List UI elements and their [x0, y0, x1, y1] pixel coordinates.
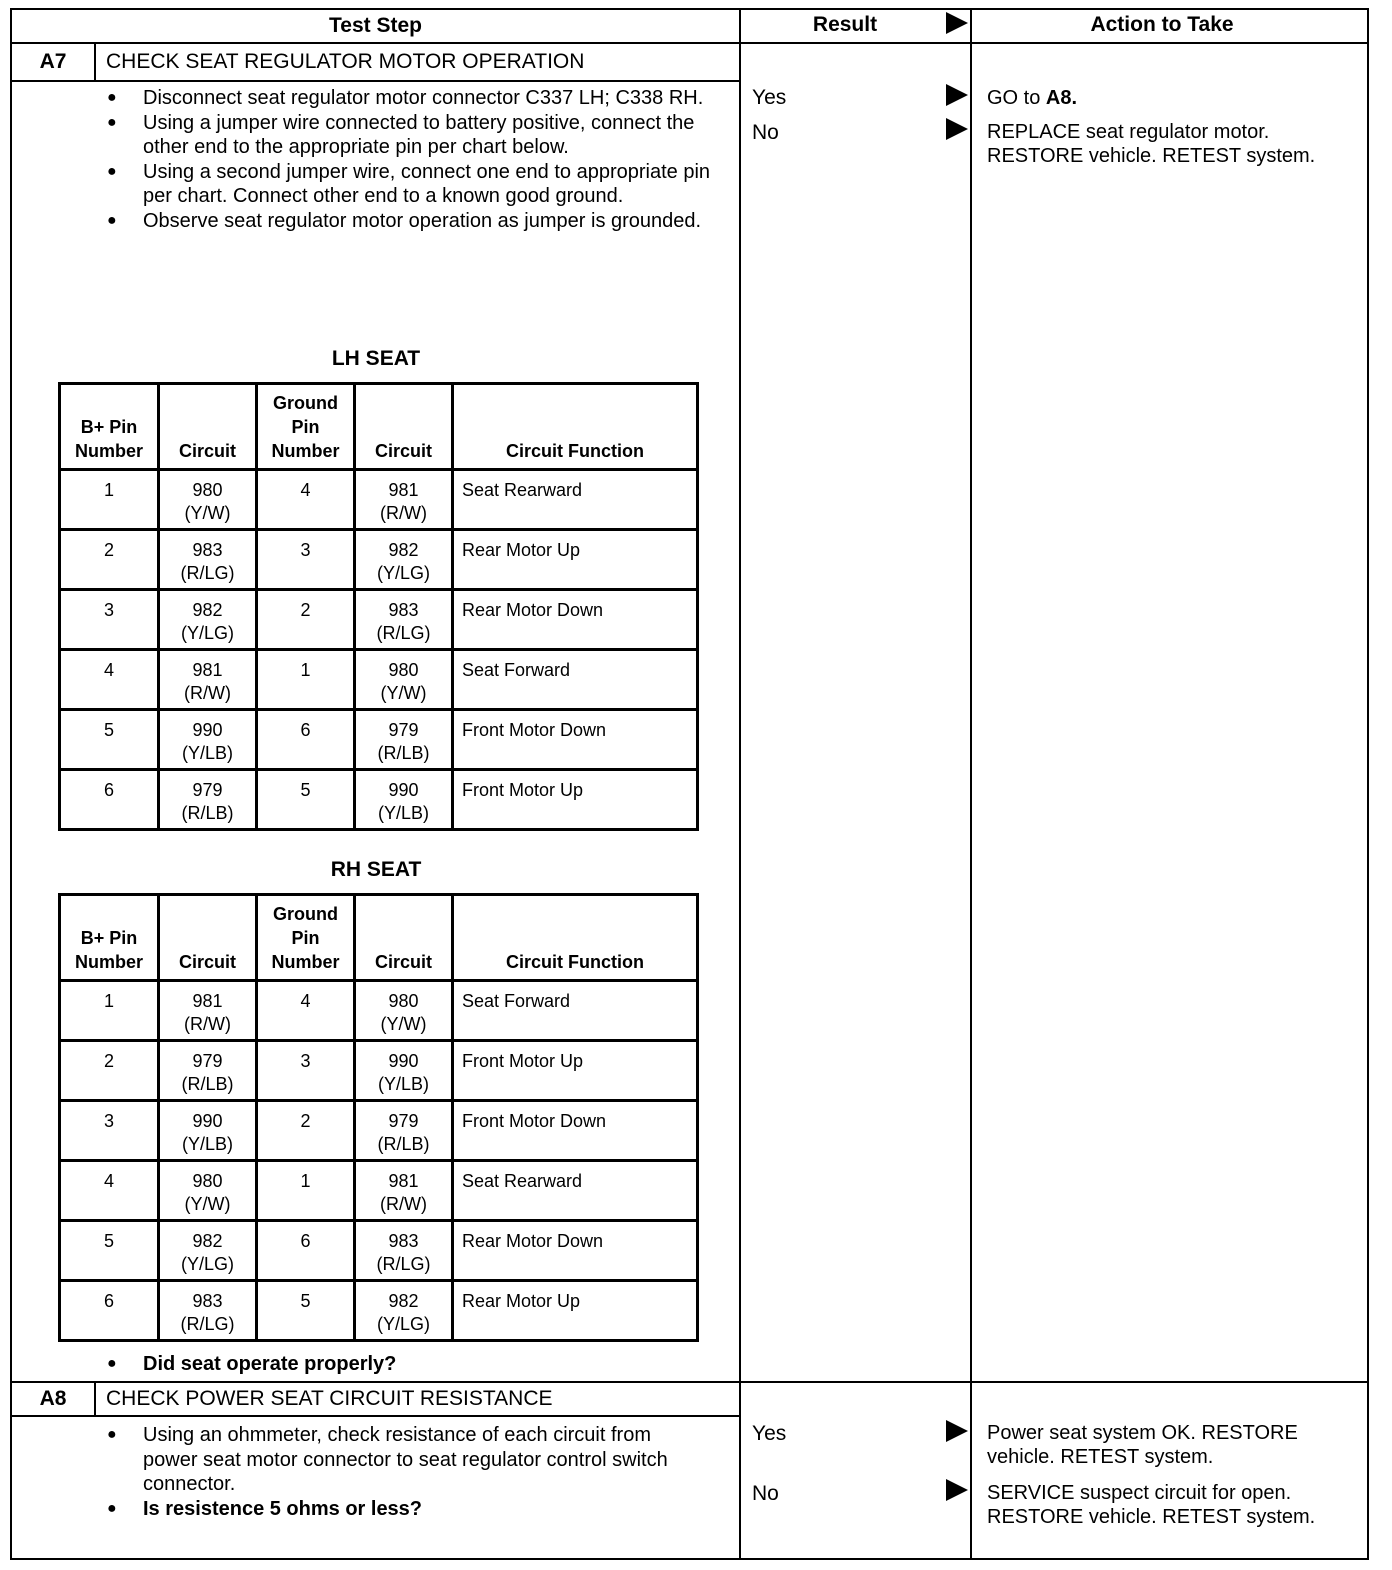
wire-color: (Y/W) [380, 683, 427, 703]
a8-id-divider [94, 1381, 96, 1417]
a8-instruction-list [107, 1423, 687, 1521]
circuit-cell [355, 650, 453, 710]
rh-seat-rows [60, 981, 698, 1341]
wire-color: (R/LB) [181, 803, 234, 823]
circuit-number: 990 [388, 780, 419, 800]
a7-title-bottom-rule [10, 80, 741, 82]
circuit-cell [159, 590, 257, 650]
circuit-number: 990 [192, 1111, 223, 1131]
wire-color: (R/LG) [180, 563, 235, 583]
a8-instruction: ● Using an ohmmeter, check resistance of each circuit from power seat motor connector to seat regulator control switch connector. [107, 1423, 687, 1497]
bplus-pin-cell: 4 [60, 650, 159, 710]
ground-pin-cell: 3 [257, 530, 355, 590]
circuit-number: 982 [192, 600, 223, 620]
bplus-pin-cell: 5 [60, 1221, 159, 1281]
ground-pin-cell: 6 [257, 710, 355, 770]
circuit-number: 981 [388, 1171, 419, 1191]
circuit-number: 983 [192, 540, 223, 560]
circuit-cell [159, 1041, 257, 1101]
circuit-cell [355, 1281, 453, 1341]
col-divider-action [970, 8, 972, 1560]
table-row [60, 1041, 698, 1101]
circuit-number: 982 [388, 540, 419, 560]
col-header-bplus-pin: B+ Pin Number [60, 895, 159, 981]
bplus-pin-cell: 1 [60, 470, 159, 530]
circuit-number: 980 [192, 1171, 223, 1191]
circuit-function-cell: Rear Motor Down [453, 590, 698, 650]
circuit-function-cell: Front Motor Down [453, 710, 698, 770]
wire-color: (R/W) [380, 503, 427, 523]
ground-pin-cell: 1 [257, 1161, 355, 1221]
circuit-function-cell: Front Motor Up [453, 1041, 698, 1101]
wire-color: (R/LG) [376, 1254, 431, 1274]
ground-pin-cell: 4 [257, 470, 355, 530]
circuit-function-cell: Front Motor Up [453, 770, 698, 830]
wire-color: (Y/LB) [377, 803, 429, 823]
header-result: Result [812, 13, 878, 36]
frame-bottom [10, 1558, 1369, 1560]
a8-yes-arrow-icon [946, 1420, 968, 1442]
circuit-number: 990 [192, 720, 223, 740]
ground-pin-cell: 4 [257, 981, 355, 1041]
circuit-number: 979 [388, 1111, 419, 1131]
col-header-circuit: Circuit [159, 895, 257, 981]
ground-pin-cell: 1 [257, 650, 355, 710]
a7-instruction: ● Observe seat regulator motor operation as jumper is grounded. [107, 209, 717, 234]
bplus-pin-cell: 5 [60, 710, 159, 770]
wire-color: (Y/LG) [180, 1254, 234, 1274]
wire-color: (Y/LG) [180, 623, 234, 643]
circuit-number: 981 [192, 660, 223, 680]
bplus-pin-cell: 3 [60, 1101, 159, 1161]
header-action: Action to Take [1090, 13, 1234, 36]
bplus-pin-cell: 2 [60, 1041, 159, 1101]
col-header-circuit-function: Circuit Function [453, 895, 698, 981]
col-divider-result [739, 8, 741, 1560]
a7-action-no: REPLACE seat regulator motor. RESTORE vehicle. RETEST system. [987, 121, 1316, 167]
circuit-function-cell: Rear Motor Down [453, 1221, 698, 1281]
circuit-function-cell: Seat Forward [453, 981, 698, 1041]
table-row [60, 1161, 698, 1221]
table-row [60, 470, 698, 530]
table-row [60, 1101, 698, 1161]
a8-result-yes: Yes [752, 1422, 787, 1445]
a7-question: ● Did seat operate properly? [107, 1352, 717, 1377]
rh-seat-title: RH SEAT [330, 858, 422, 881]
table-row [60, 530, 698, 590]
table-row [60, 770, 698, 830]
a7-instruction: ● Disconnect seat regulator motor connector C337 LH; C338 RH. [107, 86, 717, 111]
col-header-circuit: Circuit [355, 384, 453, 470]
bplus-pin-cell: 1 [60, 981, 159, 1041]
wire-color: (R/LB) [377, 1134, 430, 1154]
circuit-cell [355, 770, 453, 830]
circuit-cell [159, 470, 257, 530]
col-header-ground-pin: Ground Pin Number [257, 895, 355, 981]
circuit-number: 983 [192, 1291, 223, 1311]
a7-step-id: A7 [39, 50, 67, 73]
wire-color: (R/LB) [181, 1074, 234, 1094]
header-bottom-rule [10, 42, 1369, 44]
a7-action-yes-link: A8. [1045, 87, 1078, 109]
a8-top-rule [10, 1381, 1369, 1383]
bplus-pin-cell: 4 [60, 1161, 159, 1221]
wire-color: (Y/LG) [376, 1314, 430, 1334]
wire-color: (R/W) [184, 683, 231, 703]
lh-seat-rows [60, 470, 698, 830]
table-row [60, 650, 698, 710]
circuit-number: 980 [192, 480, 223, 500]
bplus-pin-cell: 3 [60, 590, 159, 650]
a7-instruction: ● Using a second jumper wire, connect one end to appropriate pin per chart. Connect other end to a known good ground. [107, 160, 717, 209]
a8-action-yes: Power seat system OK. RESTORE vehicle. RETEST system. [987, 1422, 1298, 1468]
frame-right [1367, 8, 1369, 1560]
circuit-number: 981 [388, 480, 419, 500]
a7-result-no: No [752, 121, 779, 144]
header-arrow-icon [946, 12, 968, 34]
circuit-cell [159, 710, 257, 770]
wire-color: (Y/W) [184, 503, 231, 523]
circuit-function-cell: Seat Rearward [453, 1161, 698, 1221]
wire-color: (R/LG) [180, 1314, 235, 1334]
col-header-circuit: Circuit [159, 384, 257, 470]
rh-seat-table [58, 893, 699, 1342]
wire-color: (Y/LB) [377, 1074, 429, 1094]
circuit-cell [355, 1221, 453, 1281]
wire-color: (Y/W) [380, 1014, 427, 1034]
a7-yes-arrow-icon [946, 84, 968, 106]
a8-step-id: A8 [39, 1387, 67, 1410]
circuit-cell [355, 1161, 453, 1221]
circuit-cell [355, 1101, 453, 1161]
a7-result-yes: Yes [752, 86, 787, 109]
circuit-cell [355, 981, 453, 1041]
circuit-number: 983 [388, 600, 419, 620]
lh-seat-table [58, 382, 699, 831]
circuit-cell [159, 770, 257, 830]
a7-action-yes [987, 86, 1357, 110]
circuit-function-cell: Front Motor Down [453, 1101, 698, 1161]
circuit-cell [355, 710, 453, 770]
circuit-cell [159, 1221, 257, 1281]
a7-id-divider [94, 42, 96, 82]
ground-pin-cell: 5 [257, 1281, 355, 1341]
a7-question-list [107, 1352, 717, 1377]
circuit-cell [159, 1161, 257, 1221]
frame-left [10, 8, 12, 1560]
header-test-step: Test Step [329, 14, 422, 37]
col-header-circuit: Circuit [355, 895, 453, 981]
circuit-number: 979 [192, 780, 223, 800]
wire-color: (Y/LG) [376, 563, 430, 583]
circuit-number: 983 [388, 1231, 419, 1251]
lh-seat-title: LH SEAT [331, 347, 421, 370]
wire-color: (Y/LB) [181, 1134, 233, 1154]
a7-action-yes-prefix: GO to [987, 87, 1046, 109]
circuit-number: 990 [388, 1051, 419, 1071]
col-header-ground-pin: Ground Pin Number [257, 384, 355, 470]
wire-color: (R/LG) [376, 623, 431, 643]
circuit-number: 980 [388, 660, 419, 680]
ground-pin-cell: 5 [257, 770, 355, 830]
wire-color: (R/W) [184, 1014, 231, 1034]
col-header-circuit-function: Circuit Function [453, 384, 698, 470]
bplus-pin-cell: 2 [60, 530, 159, 590]
circuit-function-cell: Rear Motor Up [453, 1281, 698, 1341]
circuit-number: 982 [192, 1231, 223, 1251]
circuit-cell [355, 470, 453, 530]
table-row [60, 981, 698, 1041]
circuit-function-cell: Seat Forward [453, 650, 698, 710]
col-header-bplus-pin: B+ Pin Number [60, 384, 159, 470]
a7-instruction-list [107, 86, 717, 233]
circuit-function-cell: Seat Rearward [453, 470, 698, 530]
table-row [60, 710, 698, 770]
a7-step-title: CHECK SEAT REGULATOR MOTOR OPERATION [106, 50, 585, 73]
table-row [60, 1221, 698, 1281]
bplus-pin-cell: 6 [60, 770, 159, 830]
a8-result-no: No [752, 1482, 779, 1505]
circuit-number: 980 [388, 991, 419, 1011]
bplus-pin-cell: 6 [60, 1281, 159, 1341]
a8-question: ● Is resistence 5 ohms or less? [107, 1497, 687, 1522]
circuit-number: 979 [192, 1051, 223, 1071]
ground-pin-cell: 2 [257, 590, 355, 650]
a8-step-title: CHECK POWER SEAT CIRCUIT RESISTANCE [106, 1387, 553, 1410]
ground-pin-cell: 3 [257, 1041, 355, 1101]
circuit-cell [159, 981, 257, 1041]
wire-color: (Y/W) [184, 1194, 231, 1214]
a8-no-arrow-icon [946, 1479, 968, 1501]
circuit-number: 981 [192, 991, 223, 1011]
a8-action-no: SERVICE suspect circuit for open. RESTORE vehicle. RETEST system. [987, 1482, 1316, 1528]
wire-color: (R/W) [380, 1194, 427, 1214]
a7-instruction: ● Using a jumper wire connected to battery positive, connect the other end to the appropriate pin per chart below. [107, 111, 717, 160]
circuit-cell [159, 1101, 257, 1161]
ground-pin-cell: 6 [257, 1221, 355, 1281]
table-row [60, 590, 698, 650]
circuit-cell [355, 1041, 453, 1101]
circuit-cell [355, 590, 453, 650]
a8-title-bottom-rule [10, 1415, 741, 1417]
circuit-number: 979 [388, 720, 419, 740]
wire-color: (R/LB) [377, 743, 430, 763]
circuit-cell [355, 530, 453, 590]
frame-top [10, 8, 1369, 10]
circuit-function-cell: Rear Motor Up [453, 530, 698, 590]
circuit-cell [159, 530, 257, 590]
circuit-number: 982 [388, 1291, 419, 1311]
table-row [60, 1281, 698, 1341]
circuit-cell [159, 650, 257, 710]
circuit-cell [159, 1281, 257, 1341]
wire-color: (Y/LB) [181, 743, 233, 763]
ground-pin-cell: 2 [257, 1101, 355, 1161]
a7-no-arrow-icon [946, 118, 968, 140]
